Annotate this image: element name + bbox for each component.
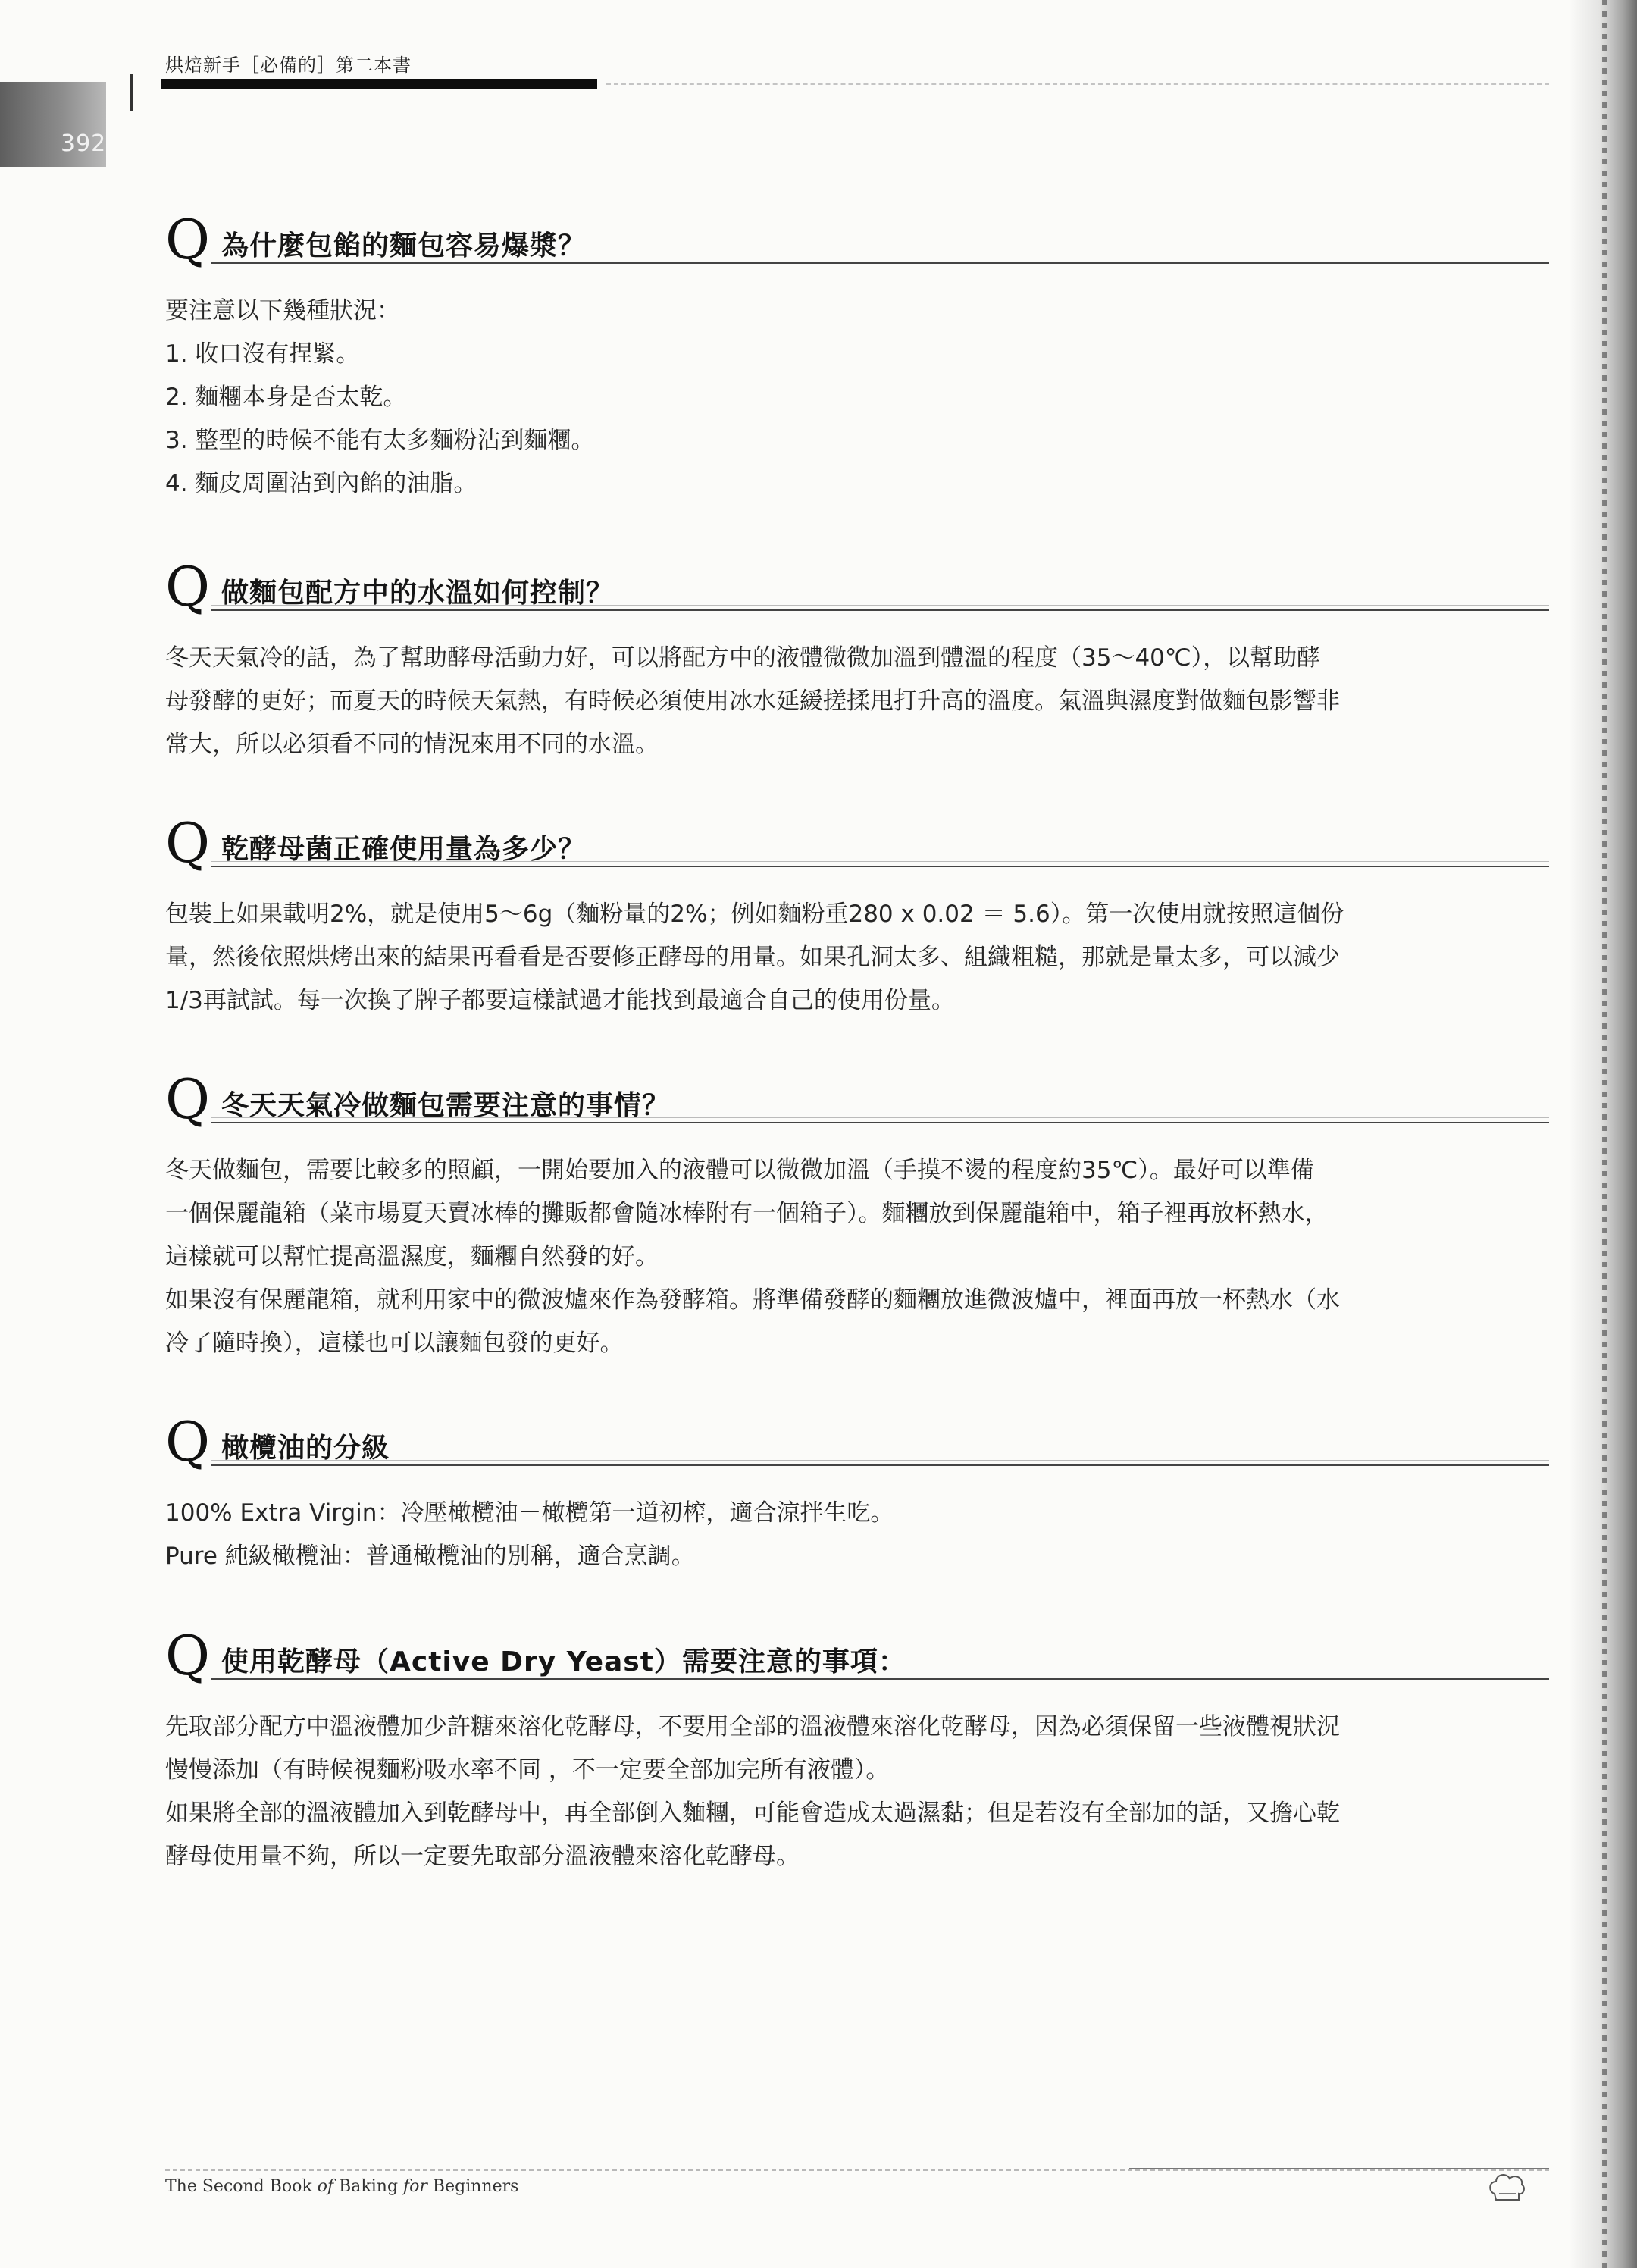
answer-line: 4. 麵皮周圍沾到內餡的油脂。	[165, 470, 477, 497]
question-title: 橄欖油的分級	[221, 1433, 390, 1464]
qa-section-6	[165, 1624, 1549, 1878]
answer-line: 100% Extra Virgin：冷壓橄欖油－橄欖第一道初榨，適合涼拌生吃。	[165, 1499, 894, 1527]
answer-text	[165, 893, 1549, 1023]
q-mark: Q	[165, 1624, 211, 1687]
answer-line: 這樣就可以幫忙提高溫濕度，麵糰自然發的好。	[165, 1243, 659, 1270]
heading-rule	[211, 1678, 1549, 1680]
answer-line: 常大，所以必須看不同的情況來用不同的水溫。	[165, 731, 659, 758]
heading-rule-thin	[211, 1460, 1549, 1461]
footer-text-part: Beginners	[427, 2177, 519, 2196]
answer-line: 1. 收口沒有捏緊。	[165, 340, 360, 368]
answer-line: 慢慢添加（有時候視麵粉吸水率不同 ，不一定要全部加完所有液體）。	[165, 1756, 890, 1784]
qa-section-2	[165, 555, 1549, 766]
question-title: 乾酵母菌正確使用量為多少？	[221, 834, 587, 865]
heading-rule-thin	[211, 605, 1549, 606]
qa-section-3	[165, 811, 1549, 1023]
answer-line: 酵母使用量不夠，所以一定要先取部分溫液體來溶化乾酵母。	[165, 1843, 800, 1870]
running-header-title: 烘焙新手［必備的］第二本書	[165, 55, 412, 76]
chef-hat-icon	[1487, 2171, 1526, 2204]
footer-rule	[165, 2169, 1549, 2171]
question-heading	[165, 1067, 1549, 1131]
question-heading	[165, 555, 1549, 619]
answer-text	[165, 290, 1549, 506]
answer-line: 冬天天氣冷的話，為了幫助酵母活動力好，可以將配方中的液體微微加溫到體溫的程度（35～40℃），以幫助酵	[165, 644, 1321, 672]
question-title: 做麵包配方中的水溫如何控制？	[221, 578, 615, 609]
answer-line: 1/3再試試。每一次換了牌子都要這樣試過才能找到最適合自己的使用份量。	[165, 987, 955, 1014]
question-heading	[165, 1410, 1549, 1474]
heading-rule	[211, 1464, 1549, 1466]
footer-text-italic: for	[403, 2177, 427, 2196]
answer-line: 2. 麵糰本身是否太乾。	[165, 384, 407, 411]
question-title: 為什麼包餡的麵包容易爆漿？	[221, 230, 587, 262]
qa-section-4	[165, 1067, 1549, 1365]
question-title: 冬天天氣冷做麵包需要注意的事情？	[221, 1090, 671, 1121]
heading-rule-thin	[211, 861, 1549, 862]
answer-line: 母發酵的更好；而夏天的時候天氣熱，有時候必須使用冰水延緩搓揉甩打升高的溫度。氣溫與濕度對做麵包影響非	[165, 688, 1340, 715]
answer-line: 如果沒有保麗龍箱，就利用家中的微波爐來作為發酵箱。將準備發酵的麵糰放進微波爐中，裡面再放一杯熱水（水	[165, 1286, 1340, 1314]
q-mark: Q	[165, 1410, 211, 1474]
answer-line: 量，然後依照烘烤出來的結果再看看是否要修正酵母的用量。如果孔洞太多、組織粗糙，那就是量太多，可以減少	[165, 944, 1340, 971]
answer-text	[165, 1149, 1549, 1365]
footer-rule-solid	[1129, 2168, 1549, 2169]
answer-text	[165, 637, 1549, 766]
heading-rule	[211, 866, 1549, 867]
heading-rule	[211, 609, 1549, 611]
heading-rule	[211, 1122, 1549, 1123]
q-mark: Q	[165, 811, 211, 875]
footer-text-italic: of	[317, 2177, 334, 2196]
q-mark: Q	[165, 1067, 211, 1131]
answer-text	[165, 1706, 1549, 1878]
q-mark: Q	[165, 555, 211, 619]
q-mark: Q	[165, 208, 211, 271]
question-title: 使用乾酵母（Active Dry Yeast）需要注意的事項：	[221, 1646, 906, 1678]
qa-section-5	[165, 1410, 1549, 1578]
qa-section-1	[165, 208, 1549, 506]
header-rule	[606, 83, 1549, 85]
answer-line: 要注意以下幾種狀況：	[165, 297, 400, 324]
question-heading	[165, 811, 1549, 875]
footer-text-part: Baking	[333, 2177, 404, 2196]
answer-line: 如果將全部的溫液體加入到乾酵母中，再全部倒入麵糰，可能會造成太過濕黏；但是若沒有全部加的話，又擔心乾	[165, 1800, 1340, 1827]
answer-line: 3. 整型的時候不能有太多麵粉沾到麵糰。	[165, 427, 595, 454]
answer-line: 一個保麗龍箱（菜市場夏天賣冰棒的攤販都會隨冰棒附有一個箱子）。麵糰放到保麗龍箱中，箱子裡再放杯熱水，	[165, 1200, 1329, 1227]
footer-book-title	[165, 2177, 518, 2196]
tab-tick	[130, 74, 133, 111]
scan-edge-holes	[1602, 0, 1607, 2268]
answer-line: 先取部分配方中溫液體加少許糖來溶化乾酵母，不要用全部的溫液體來溶化乾酵母，因為必須保留一些液體視狀況	[165, 1713, 1340, 1740]
footer-text-part: The Second Book	[165, 2177, 318, 2196]
question-heading	[165, 208, 1549, 271]
page-number: 392	[61, 130, 107, 157]
answer-text	[165, 1492, 1549, 1578]
answer-line: 冷了隨時換），這樣也可以讓麵包發的更好。	[165, 1330, 624, 1357]
answer-line: 包裝上如果載明2%，就是使用5～6g（麵粉量的2%；例如麵粉重280 x 0.02 ＝ 5.6）。第一次使用就按照這個份	[165, 901, 1344, 928]
heading-rule	[211, 262, 1549, 264]
question-heading	[165, 1624, 1549, 1687]
answer-line: Pure 純級橄欖油：普通橄欖油的別稱，適合烹調。	[165, 1543, 695, 1570]
heading-rule-thin	[211, 1117, 1549, 1118]
header-bar	[161, 79, 597, 89]
answer-line: 冬天做麵包，需要比較多的照顧，一開始要加入的液體可以微微加溫（手摸不燙的程度約35℃）。最好可以準備	[165, 1157, 1314, 1184]
